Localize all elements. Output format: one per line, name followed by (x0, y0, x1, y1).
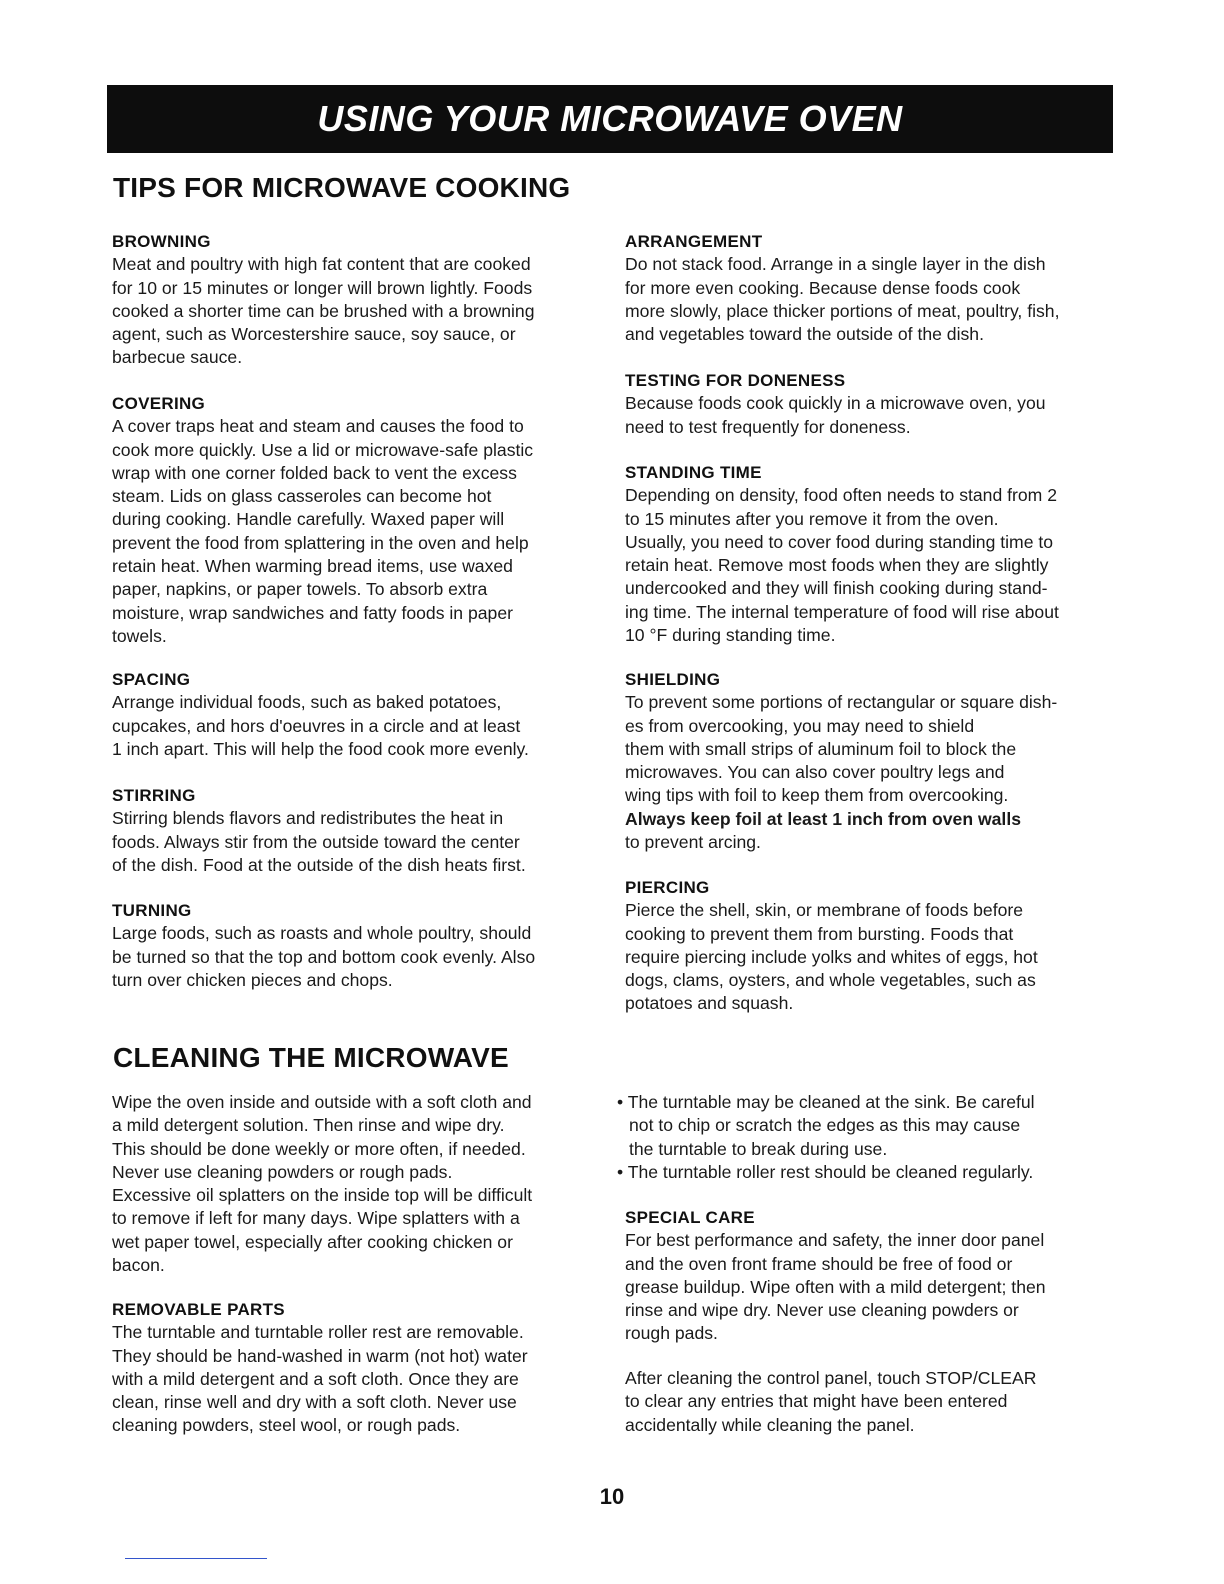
tip-text: Because foods cook quickly in a microwave oven, you need to test frequently for doneness. (625, 393, 1046, 437)
tip-text-after: to prevent arcing. (625, 832, 761, 853)
cleaning-outro (625, 1367, 1120, 1437)
tip-spacing (112, 668, 592, 761)
list-item: • The turntable may be cleaned at the sink. Be careful not to chip or scratch the edges as this may cause the turntable to break during use. (617, 1092, 1035, 1159)
tip-text: Stirring blends flavors and redistributes the heat in foods. Always stir from the outside toward the center of the dish. Food at the outside of the dish heats first. (112, 808, 526, 875)
page-number: 10 (599, 1484, 625, 1509)
tip-heading: PIERCING (625, 878, 710, 897)
special-care-heading: SPECIAL CARE (625, 1208, 755, 1227)
tip-heading: TURNING (112, 901, 192, 920)
tip-heading: ARRANGEMENT (625, 232, 763, 251)
tip-stirring (112, 784, 592, 877)
tip-shielding (625, 668, 1120, 854)
list-item: • The turntable roller rest should be cleaned regularly. (617, 1161, 1034, 1182)
cleaning-section-title: CLEANING THE MICROWAVE (113, 1042, 509, 1073)
footer-rule (125, 1558, 267, 1559)
tip-text: To prevent some portions of rectangular or square dish- es from overcooking, you may need to shield them with small strips of aluminum foil to block the microwaves. You can also cover poultry legs and wing tips with foil to keep them from overcooking. (625, 692, 1058, 806)
cleaning-intro-text: Wipe the oven inside and outside with a soft cloth and a mild detergent solution. Then rinse and wipe dry. This should be done weekly or more often, if needed. Never use cleaning powders or rough pads. Excessive oil splatters on the inside top will be difficult to remove if left for many days. Wipe splatters with a wet paper towel, especially after cooking chicken or bacon. (112, 1092, 533, 1276)
tip-text: Pierce the shell, skin, or membrane of foods before cooking to prevent them from bursting. Foods that require piercing include yolks and whites of eggs, hot dogs, clams, oysters, and whole vegetables, such as potatoes and squash. (625, 900, 1038, 1014)
tip-text: Depending on density, food often needs to stand from 2 to 15 minutes after you remove it from the oven. Usually, you need to cover food during standing time to retain heat. Remove most foods when they are slightly undercooked and they will finish cooking during stand- ing time. The internal temperature of food will rise about 10 °F during standing time. (625, 485, 1059, 646)
tip-heading: BROWNING (112, 232, 211, 251)
tip-arrangement (625, 230, 1120, 346)
tip-heading: TESTING FOR DONENESS (625, 371, 846, 390)
tip-covering (112, 392, 592, 648)
tip-heading: STIRRING (112, 786, 196, 805)
banner-title: USING YOUR MICROWAVE OVEN (317, 98, 903, 139)
tip-text: Do not stack food. Arrange in a single layer in the dish for more even cooking. Because dense foods cook more slowly, place thicker portions of meat, poultry, fish, and vegetables toward the outside of the dish. (625, 254, 1060, 345)
tip-heading: STANDING TIME (625, 463, 762, 482)
tip-text: Arrange individual foods, such as baked potatoes, cupcakes, and hors d'oeuvres in a circle and at least 1 inch apart. This will help the food cook more evenly. (112, 692, 529, 759)
special-care-text: For best performance and safety, the inner door panel and the oven front frame should be free of food or grease buildup. Wipe often with a mild detergent; then rinse and wipe dry. Never use cleaning powders or rough pads. (625, 1230, 1046, 1344)
tip-standing-time (625, 461, 1120, 647)
tip-testing-doneness (625, 369, 1120, 439)
tip-text: A cover traps heat and steam and causes the food to cook more quickly. Use a lid or microwave-safe plastic wrap with one corner folded back to vent the excess steam. Lids on glass casseroles can become hot during cooking. Handle carefully. Waxed paper will prevent the food from splattering in the oven and help retain heat. When warming bread items, use waxed paper, napkins, or paper towels. To absorb extra moisture, wrap sandwiches and fatty foods in paper towels. (112, 416, 534, 646)
tip-heading: COVERING (112, 394, 206, 413)
special-care (625, 1206, 1120, 1346)
tips-section-title: TIPS FOR MICROWAVE COOKING (113, 172, 571, 203)
tip-browning (112, 230, 592, 370)
cleaning-outro-text: After cleaning the control panel, touch STOP/CLEAR to clear any entries that might have been entered accidentally while cleaning the panel. (625, 1368, 1037, 1435)
tip-text: Meat and poultry with high fat content that are cooked for 10 or 15 minutes or longer will brown lightly. Foods cooked a shorter time can be brushed with a browning agent, such as Worcestershire sauce, soy sauce, or barbecue sauce. (112, 254, 535, 368)
removable-parts (112, 1298, 592, 1438)
page-banner (107, 85, 1113, 153)
tip-turning (112, 899, 592, 992)
cleaning-intro (112, 1091, 592, 1277)
tip-heading: SPACING (112, 670, 191, 689)
foil-warning: Always keep foil at least 1 inch from oven walls (625, 808, 1021, 829)
tip-heading: SHIELDING (625, 670, 721, 689)
removable-parts-text: The turntable and turntable roller rest are removable. They should be hand-washed in warm (not hot) water with a mild detergent and a soft cloth. Once they are clean, rinse well and dry with a soft cloth. Never use cleaning powders, steel wool, or rough pads. (112, 1322, 528, 1436)
removable-parts-heading: REMOVABLE PARTS (112, 1300, 285, 1319)
turntable-bullets (617, 1091, 1112, 1184)
tip-text: Large foods, such as roasts and whole poultry, should be turned so that the top and bottom cook evenly. Also turn over chicken pieces and chops. (112, 923, 536, 990)
tip-piercing (625, 876, 1120, 1016)
